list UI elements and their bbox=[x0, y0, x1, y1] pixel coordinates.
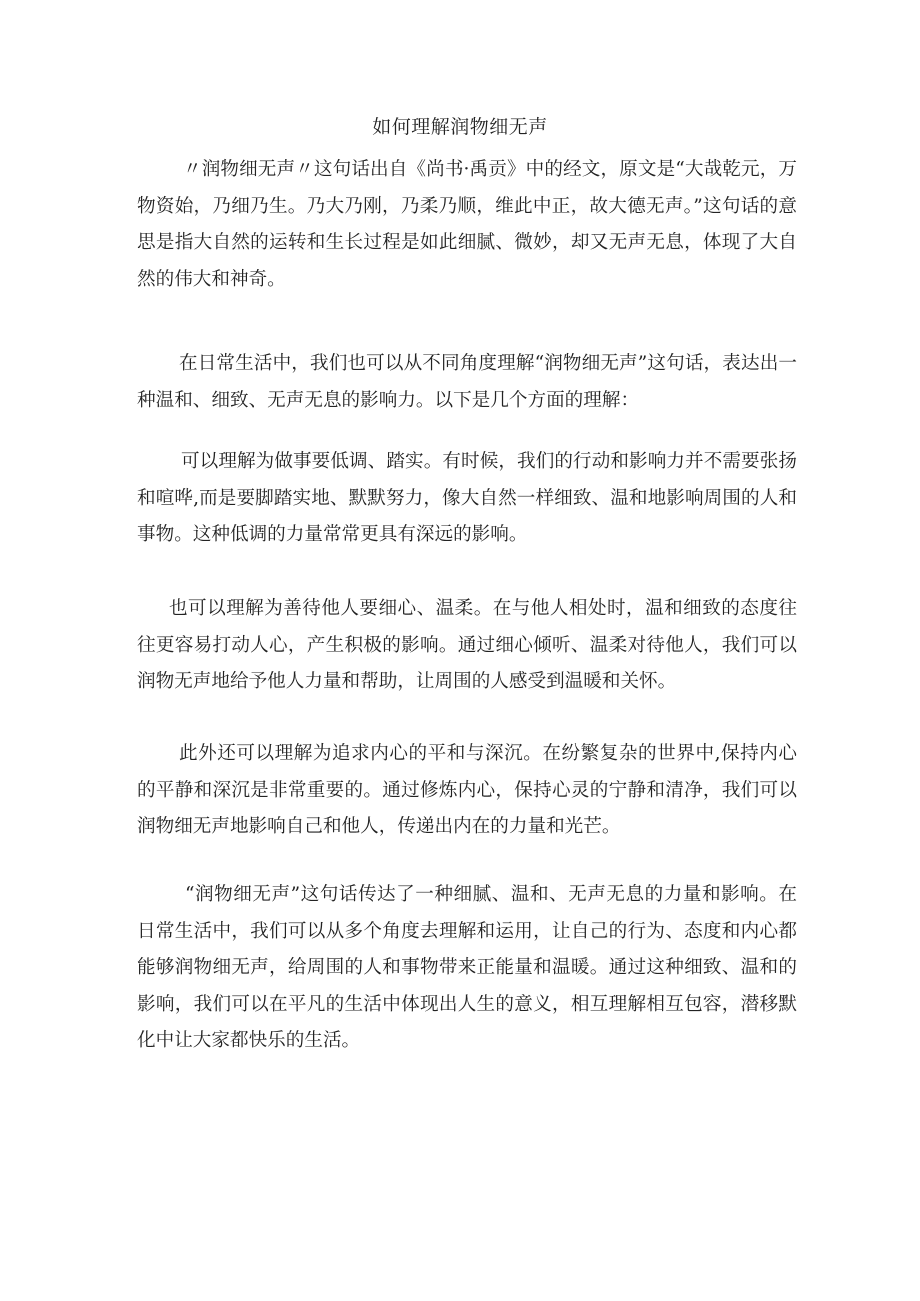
paragraph-daily-life: 在日常生活中，我们也可以从不同角度理解“润物细无声”这句话，表达出一种温和、细致、无声无息的影响力。以下是几个方面的理解： bbox=[137, 353, 797, 411]
document-title: 如何理解润物细无声 bbox=[372, 116, 548, 138]
paragraph-low-key: 可以理解为做事要低调、踏实。有时候，我们的行动和影响力并不需要张扬和喧哗,而是要脚踏实地、默默努力，像大自然一样细致、温和地影响周围的人和事物。这种低调的力量常常更具有深远的影响。 bbox=[137, 451, 797, 545]
paragraph-inner-peace: 此外还可以理解为追求内心的平和与深沉。在纷繁复杂的世界中,保持内心的平静和深沉是非常重要的。通过修炼内心，保持心灵的宁静和清净，我们可以润物细无声地影响自己和他人，传递出内在的力量和光芒。 bbox=[137, 743, 797, 837]
paragraph-conclusion: “润物细无声”这句话传达了一种细腻、温和、无声无息的力量和影响。在日常生活中，我们可以从多个角度去理解和运用，让自己的行为、态度和内心都能够润物细无声，给周围的人和事物带来正能量和温暖。通过这种细致、温和的影响，我们可以在平凡的生活中体现出人生的意义，相互理解相互包容，潜移默化中让大家都快乐的生活。 bbox=[137, 884, 797, 1051]
paragraph-origin: 〃润物细无声〃这句话出自《尚书·禹贡》中的经文，原文是“大哉乾元，万物资始，乃细乃生。乃大乃刚，乃柔乃顺，维此中正，故大德无声。”这句话的意思是指大自然的运转和生长过程是如此细腻、微妙，却又无声无息，体现了大自然的伟大和神奇。 bbox=[137, 159, 797, 290]
paragraph-kindness: 也可以理解为善待他人要细心、温柔。在与他人相处时，温和细致的态度往往更容易打动人心，产生积极的影响。通过细心倾听、温柔对待他人，我们可以润物无声地给予他人力量和帮助，让周围的人感受到温暖和关怀。 bbox=[137, 598, 797, 692]
